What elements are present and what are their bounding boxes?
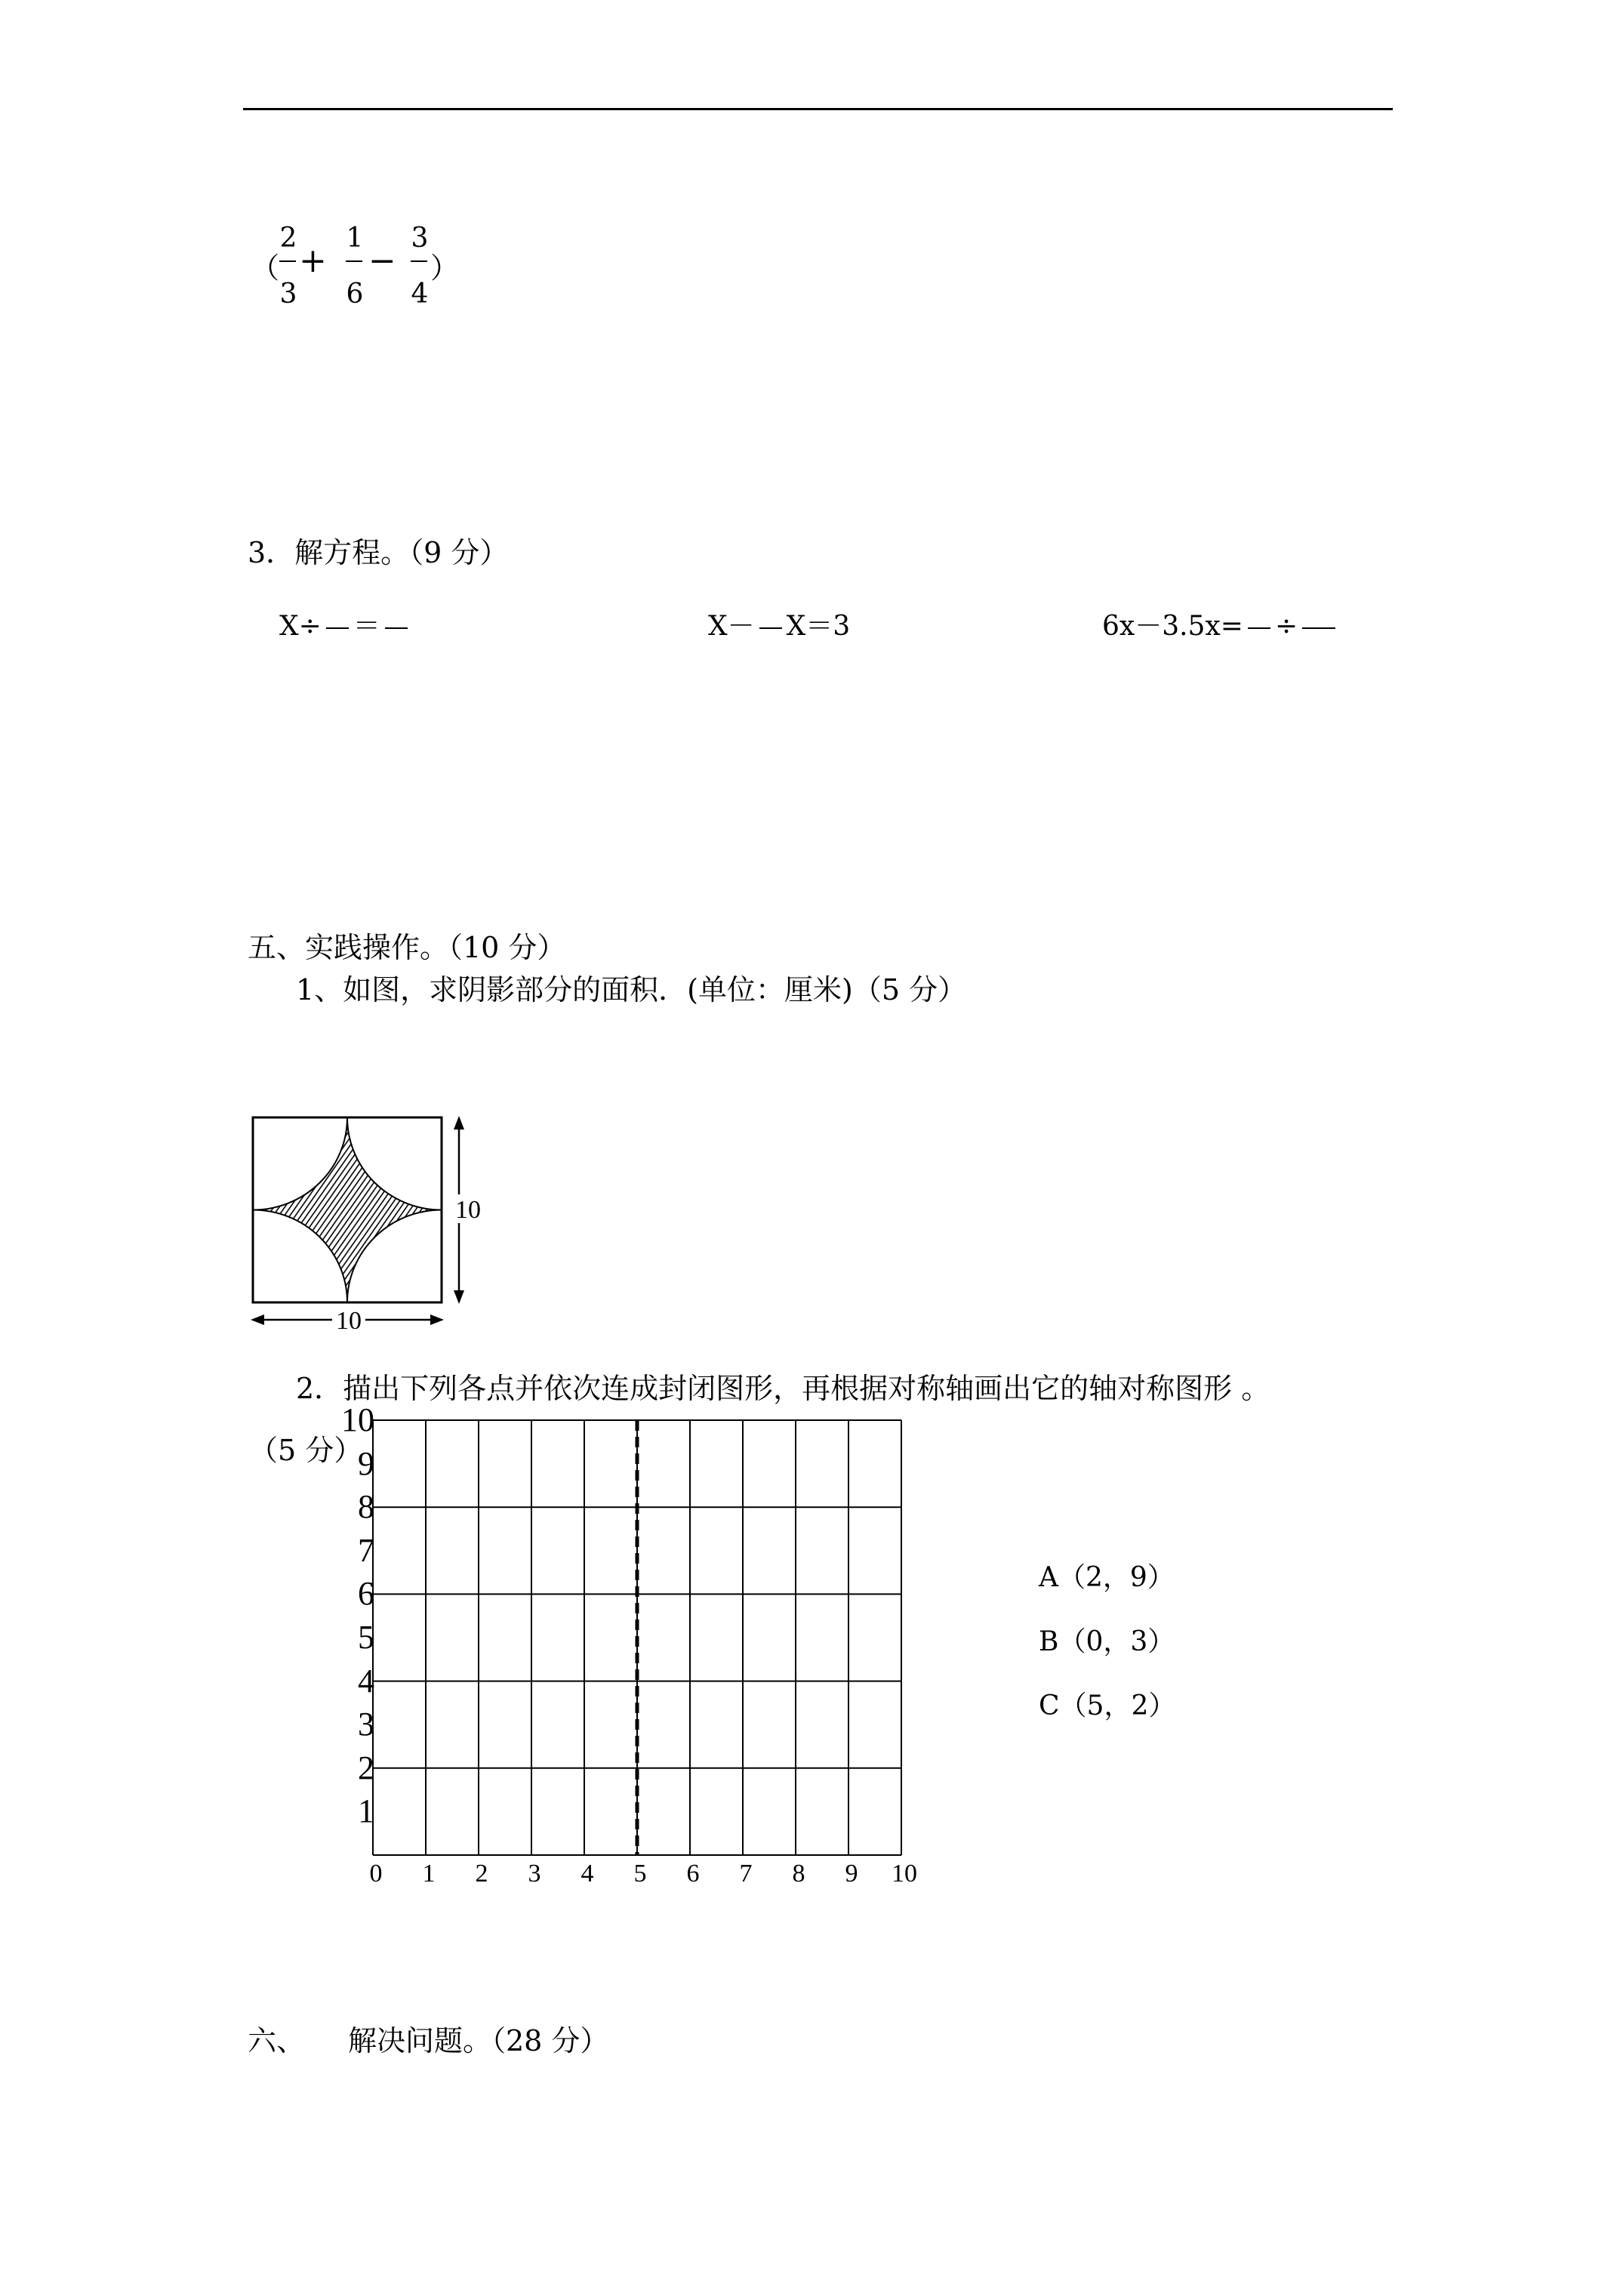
point-c-label: C（5，2） [1039,1690,1176,1721]
y-tick-label: 10 [341,1401,374,1438]
fraction-2-numerator: 1 [346,223,364,254]
q3-heading: 3．解方程。（9 分） [248,536,509,569]
fraction-3-bar [411,260,427,262]
y-tick-label: 5 [358,1619,374,1656]
point-b-label: B（0，3） [1039,1626,1175,1657]
section-5-heading: 五、实践操作。（10 分） [248,931,566,964]
y-tick-label: 9 [358,1444,374,1482]
x-tick-label: 7 [739,1860,753,1888]
blank-fraction [1302,627,1335,629]
question-5-2: 2．描出下列各点并依次连成封闭图形，再根据对称轴画出它的轴对称图形 。 [296,1372,1270,1405]
arrow-left-icon [251,1314,264,1325]
equation-3-divide: ÷ [1274,611,1298,642]
x-tick-label: 0 [369,1860,383,1888]
blank-fraction [326,627,349,629]
fraction-2-denominator: 6 [346,279,364,310]
fraction-3-numerator: 3 [411,223,429,254]
x-tick-label: 3 [528,1860,541,1888]
x-tick-label: 2 [475,1860,488,1888]
y-tick-label: 7 [358,1531,374,1569]
y-tick-label: 6 [358,1575,374,1613]
shaded-area-figure [242,1110,483,1329]
x-tick-label: 8 [792,1860,805,1888]
equation-2-right: X＝3 [786,611,851,642]
question-5-1: 1、如图，求阴影部分的面积．(单位：厘米)（5 分） [296,973,967,1006]
x-tick-label: 5 [633,1860,647,1888]
point-a-label: A（2，9） [1039,1562,1175,1593]
fraction-1-bar [279,260,296,262]
y-tick-label: 2 [358,1749,374,1786]
section-6-heading: 六、 解决问题。（28 分） [248,2024,609,2057]
arrow-up-icon [454,1116,464,1130]
open-paren: （ [251,251,280,285]
minus-sign: − [368,242,396,280]
x-tick-label: 1 [422,1860,436,1888]
header-rule [243,108,1393,110]
equation-2-left: X－ [708,611,755,642]
y-tick-label: 8 [358,1488,374,1526]
equation-3-left: 6x－3.5x= [1102,611,1243,642]
plus-sign: + [299,242,327,280]
equation-2 [708,613,850,640]
blank-fraction [385,627,408,629]
x-tick-label: 4 [581,1860,594,1888]
question-5-2-score: （5 分） [249,1434,363,1467]
y-tick-label: 4 [358,1662,374,1700]
coordinate-grid [370,1419,913,1872]
height-label: 10 [455,1196,481,1224]
fraction-1-denominator: 3 [279,279,297,310]
equation-3 [1102,613,1340,640]
y-tick-label: 3 [358,1706,374,1743]
arrow-down-icon [454,1290,464,1304]
x-tick-label: 10 [892,1860,917,1888]
fraction-3-denominator: 4 [411,279,429,310]
fraction-2-bar [346,260,362,262]
arrow-right-icon [430,1314,444,1325]
blank-fraction [759,627,782,629]
x-tick-label: 6 [686,1860,700,1888]
blank-fraction [1248,627,1270,629]
equation-1-equals: ＝ [353,611,380,642]
equation-1 [279,613,412,640]
x-tick-label: 9 [845,1860,858,1888]
equation-1-left: X÷ [279,611,322,642]
close-paren: ） [430,251,460,285]
fraction-1-numerator: 2 [279,223,297,254]
y-tick-label: 1 [358,1792,374,1830]
width-label: 10 [336,1307,362,1329]
